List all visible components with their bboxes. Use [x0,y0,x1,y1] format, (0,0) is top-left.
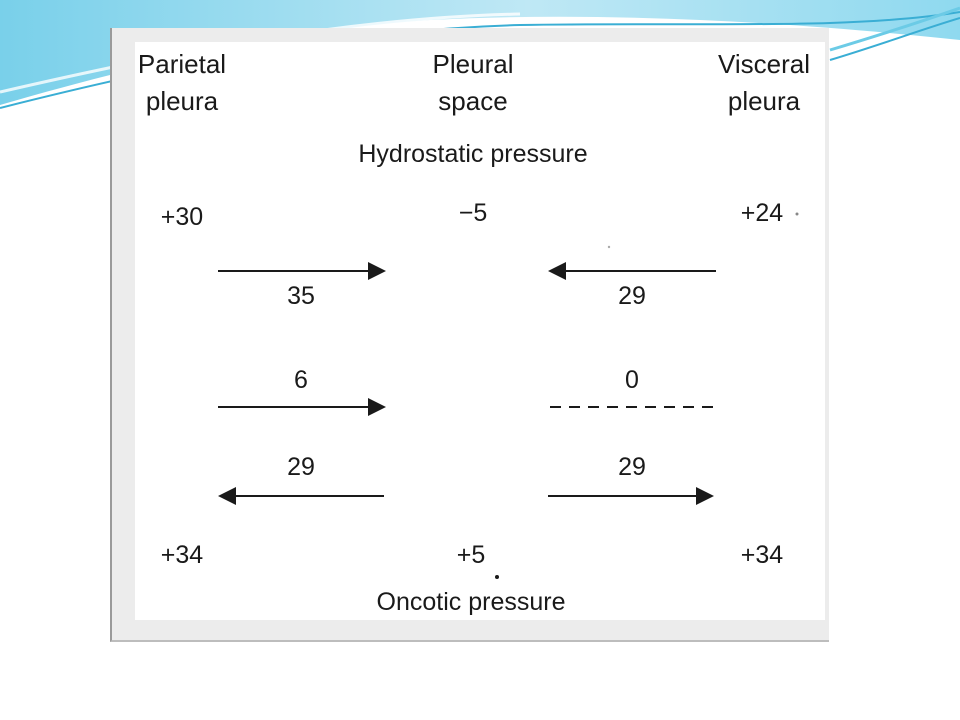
oncotic-visceral-value: +34 [740,541,784,569]
oncotic-parietal-value: +34 [160,541,204,569]
hydrostatic-gradient-right: 29 [618,282,646,310]
header-parietal-line2: pleura [145,86,219,116]
oncotic-title: Oncotic pressure [376,588,566,616]
hydrostatic-parietal-value: +30 [160,203,204,231]
header-pleural-line1: Pleural [432,49,514,79]
hydrostatic-pleural-value: −5 [458,199,488,227]
hydrostatic-gradient-left: 35 [287,282,315,310]
figure-panel [135,42,825,620]
oncotic-gradient-right: 29 [618,453,646,481]
hydrostatic-visceral-value: +24 [740,199,784,227]
header-parietal-line1: Parietal [137,49,227,79]
header-visceral-line1: Visceral [717,49,811,79]
hydrostatic-title: Hydrostatic pressure [358,140,588,168]
net-gradient-right: 0 [625,366,639,394]
oncotic-pleural-value: +5 [456,541,486,569]
net-gradient-left: 6 [294,366,308,394]
header-pleural-line2: space [438,86,508,116]
oncotic-gradient-left: 29 [287,453,315,481]
header-visceral-line2: pleura [727,86,801,116]
